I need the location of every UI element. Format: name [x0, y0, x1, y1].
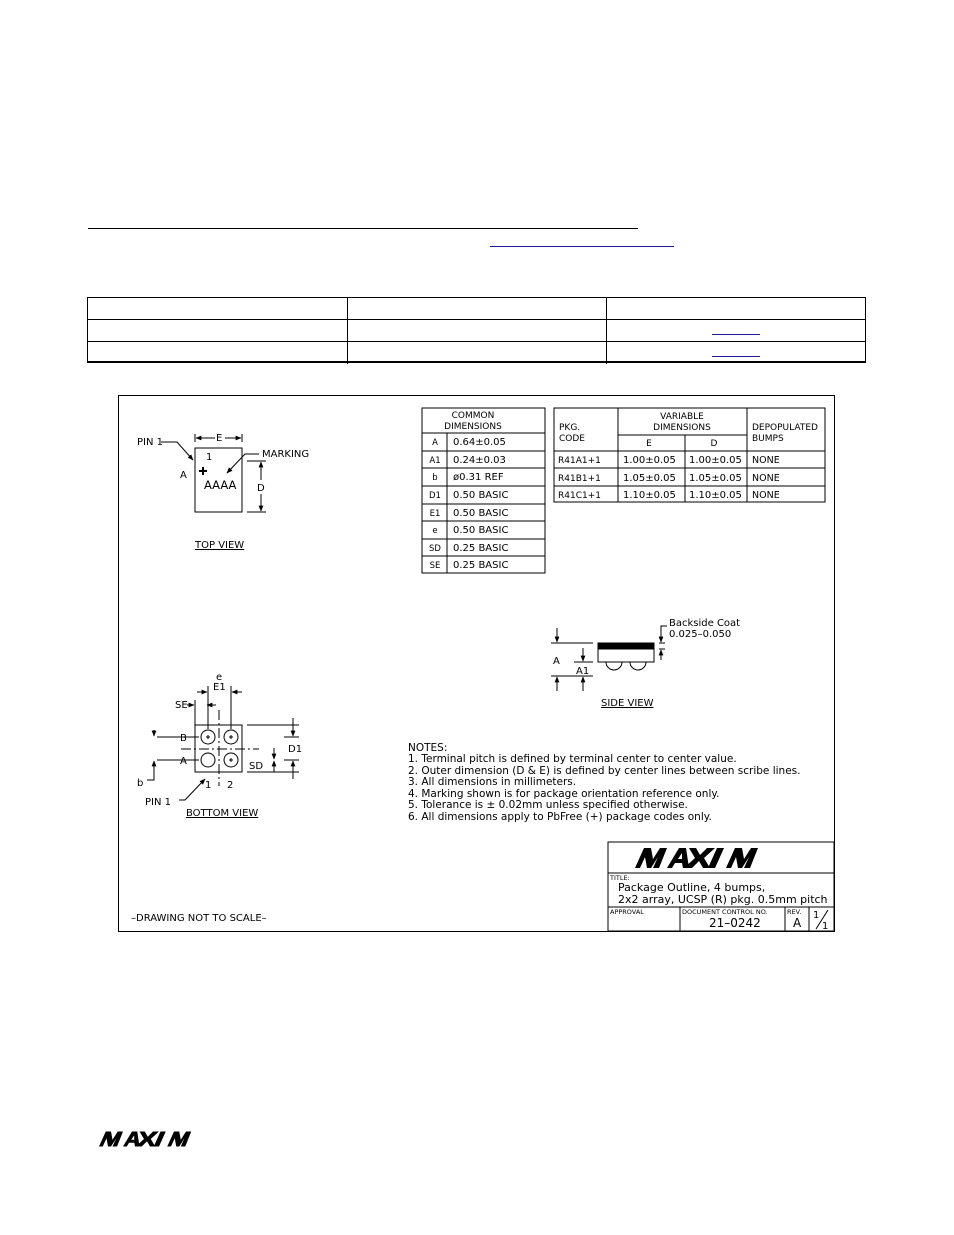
- dim-d-value: 1.10±0.05: [689, 490, 742, 501]
- note-item: 5. Tolerance is ± 0.02mm unless specified otherwise.: [408, 799, 688, 811]
- common-symbol: b: [432, 473, 438, 483]
- pitch-e-label: e: [216, 672, 223, 683]
- doc-control-label: DOCUMENT CONTROL NO.: [682, 908, 768, 916]
- var-header-line1: VARIABLE: [660, 412, 704, 422]
- die-body: [598, 649, 654, 662]
- notes-heading: NOTES:: [408, 742, 448, 754]
- table-cell: [88, 320, 348, 342]
- var-header-line2: DIMENSIONS: [653, 423, 711, 433]
- document-link-underline[interactable]: [712, 334, 760, 335]
- pkg-header-line1: PKG.: [559, 423, 581, 433]
- col-1-label: 1: [205, 780, 212, 791]
- sd-label: SD: [249, 761, 264, 772]
- note-item: 3. All dimensions in millimeters.: [408, 776, 577, 788]
- col-2-label: 2: [227, 780, 234, 791]
- title-block-logo: [635, 848, 758, 868]
- drawing-not-to-scale-note: –DRAWING NOT TO SCALE–: [131, 913, 267, 924]
- variable-rows: [558, 455, 780, 501]
- header-rule: [88, 228, 638, 229]
- rev-label: REV.: [787, 908, 802, 916]
- common-value: 0.24±0.03: [453, 455, 506, 466]
- top-view-title: TOP VIEW: [195, 540, 245, 551]
- pin1-label: PIN 1: [137, 437, 164, 448]
- doc-control-number: 21–0242: [709, 916, 761, 930]
- table-row: [88, 298, 865, 320]
- depop-value: NONE: [752, 490, 780, 501]
- side-view: [551, 626, 667, 691]
- common-value: 0.50 BASIC: [453, 508, 509, 519]
- common-symbol: A1: [429, 456, 441, 466]
- dim-e-value: 1.10±0.05: [623, 490, 676, 501]
- document-link-underline[interactable]: [712, 356, 760, 357]
- col-e-header: E: [646, 439, 652, 449]
- depop-value: NONE: [752, 455, 780, 466]
- sheet-number: 1: [813, 910, 820, 921]
- bottom-view: [147, 686, 299, 800]
- bump-a1: [201, 753, 215, 767]
- note-item: 1. Terminal pitch is defined by terminal center to center value.: [408, 753, 737, 765]
- solder-bump: [606, 662, 622, 670]
- table-cell-link[interactable]: [607, 320, 865, 342]
- note-item: 4. Marking shown is for package orientation reference only.: [408, 788, 720, 800]
- col-d-header: D: [710, 439, 718, 449]
- notes: [408, 742, 800, 823]
- table-cell: [348, 320, 607, 342]
- e1-label: E1: [213, 682, 226, 693]
- common-symbol: E1: [429, 509, 441, 519]
- common-symbol: e: [432, 526, 438, 536]
- dim-e-value: 1.05±0.05: [623, 473, 676, 484]
- backside-coat-thickness: 0.025–0.050: [669, 629, 732, 640]
- table-cell: [348, 298, 607, 320]
- common-symbol: A: [432, 438, 438, 448]
- pin-number-label: 1: [206, 452, 213, 463]
- common-header-line2: DIMENSIONS: [444, 422, 502, 432]
- maxim-logo-mark: [635, 848, 758, 868]
- side-dim-a-label: A: [553, 656, 560, 667]
- common-symbol: D1: [429, 491, 441, 501]
- footer-maxim-logo: [88, 1130, 200, 1152]
- bottom-pin1-label: PIN 1: [145, 797, 172, 808]
- table-row: [88, 319, 865, 342]
- common-value: ø0.31 REF: [453, 472, 504, 483]
- common-symbol: SE: [429, 561, 441, 571]
- title-line2: 2x2 array, UCSP (R) pkg. 0.5mm pitch: [618, 893, 828, 906]
- table-cell: [88, 342, 348, 364]
- marking-text: AAAA: [204, 478, 237, 492]
- dim-d-label: D: [257, 483, 265, 494]
- pkg-header-line2: CODE: [559, 434, 585, 444]
- title-line1: Package Outline, 4 bumps,: [618, 881, 766, 894]
- approval-label: APPROVAL: [610, 908, 644, 916]
- d1-label: D1: [288, 744, 303, 755]
- depop-header-line2: BUMPS: [752, 434, 784, 444]
- pkg-code: R41B1+1: [558, 474, 601, 484]
- table-cell-link[interactable]: [607, 342, 865, 364]
- marking-label: MARKING: [262, 449, 310, 460]
- pkg-code: R41A1+1: [558, 456, 601, 466]
- b-label: b: [137, 778, 144, 789]
- table-row: [88, 341, 865, 364]
- maxim-logo-icon: [88, 1130, 200, 1148]
- dim-d-value: 1.05±0.05: [689, 473, 742, 484]
- pkg-code: R41C1+1: [558, 491, 601, 501]
- sheet-total: 1: [822, 921, 829, 931]
- title-label: TITLE:: [610, 874, 630, 882]
- common-value: 0.25 BASIC: [453, 543, 509, 554]
- table-cell: [88, 298, 348, 320]
- table-cell: [348, 342, 607, 364]
- drawing-canvas: [119, 396, 834, 931]
- depop-value: NONE: [752, 473, 780, 484]
- common-header-line1: COMMON: [451, 411, 495, 421]
- dim-e-value: 1.00±0.05: [623, 455, 676, 466]
- common-value: 0.50 BASIC: [453, 525, 509, 536]
- dim-e-label: E: [216, 433, 223, 444]
- package-table: [87, 297, 866, 363]
- table-cell: [607, 298, 865, 320]
- side-view-title: SIDE VIEW: [601, 698, 654, 709]
- link-underline: [490, 246, 674, 247]
- bottom-view-title: BOTTOM VIEW: [186, 808, 259, 819]
- depop-header-line1: DEPOPULATED: [752, 423, 818, 433]
- row-b-label: B: [180, 733, 187, 744]
- backside-coat: [598, 643, 654, 649]
- common-value: 0.25 BASIC: [453, 560, 509, 571]
- note-item: 2. Outer dimension (D & E) is defined by center lines between scribe lines.: [408, 765, 801, 777]
- package-outline-drawing: [118, 395, 835, 932]
- dim-d-value: 1.00±0.05: [689, 455, 742, 466]
- se-label: SE: [175, 700, 188, 711]
- dim-a-label: A: [180, 470, 187, 481]
- row-a-label: A: [180, 756, 187, 767]
- backside-coat-label: Backside Coat: [669, 618, 741, 629]
- note-item: 6. All dimensions apply to PbFree (+) package codes only.: [408, 811, 712, 823]
- common-value: 0.64±0.05: [453, 437, 506, 448]
- top-view: [161, 434, 266, 512]
- common-symbol: SD: [429, 544, 441, 554]
- common-value: 0.50 BASIC: [453, 490, 509, 501]
- solder-bump: [630, 662, 646, 670]
- side-dim-a1-label: A1: [576, 666, 590, 677]
- rev-value: A: [793, 916, 802, 930]
